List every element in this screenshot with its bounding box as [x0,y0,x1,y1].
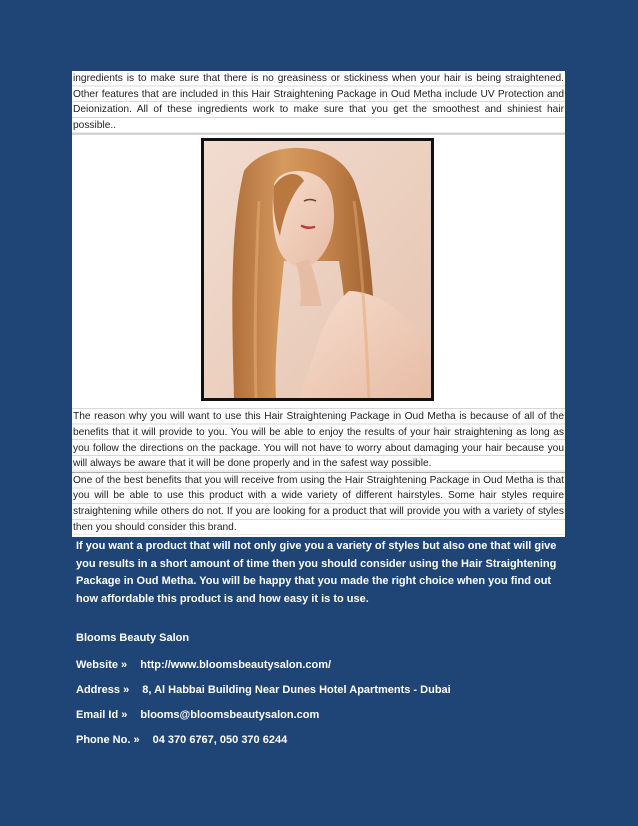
email-line [76,709,319,721]
address-value: 8, Al Habbai Building Near Dunes Hotel Apartments - Dubai [142,684,451,696]
email-label: Email Id » [76,709,128,721]
website-label: Website » [76,659,128,671]
address-line [76,684,451,696]
address-label: Address » [76,684,130,696]
hair-model-photo [201,138,434,401]
email-link[interactable]: blooms@bloomsbeautysalon.com [140,709,320,721]
reason-paragraph: The reason why you will want to use this Hair Straightening Package in Oud Metha is because of all of the benefits that it will provide to you. You will be able to enjoy the results of your hair straightening as long as you follow the directions on the package. You will not have to worry about damaging your hair because you will always be aware that it will be done properly and in the safest way possible. [72,409,565,471]
salon-name: Blooms Beauty Salon [76,632,190,644]
website-link[interactable]: http://www.bloomsbeautysalon.com/ [140,659,332,671]
website-line [76,659,331,671]
phone-label: Phone No. » [76,734,140,746]
closing-paragraph: If you want a product that will not only give you a variety of styles but also one that will give you results in a short amount of time then you should consider using the Hair Straightening Package in Oud Metha. You will be happy that you made the right choice when you find out how affordable this product is and how easy it is to use. [76,540,557,605]
phone-value: 04 370 6767, 050 370 6244 [152,734,288,746]
intro-paragraph: ingredients is to make sure that there is no greasiness or stickiness when your hair is being straightened. Other features that are included in this Hair Straightening Package in Oud Metha include UV Protection and Deionization. All of these ingredients work to make sure that you get the smoothest and shiniest hair possible.. [72,71,565,134]
photo-row [72,134,565,409]
hair-model-illustration [204,141,431,398]
benefit-paragraph: One of the best benefits that you will receive from using the Hair Straightening Package in Oud Metha is that you will be able to use this product with a wide variety of different hairstyles. Some hair styles require straightening while others do not. If you are looking for a product that will provide you with a variety of styles then you should consider this brand. [72,472,565,535]
content-panel [72,71,565,537]
phone-line [76,734,287,746]
